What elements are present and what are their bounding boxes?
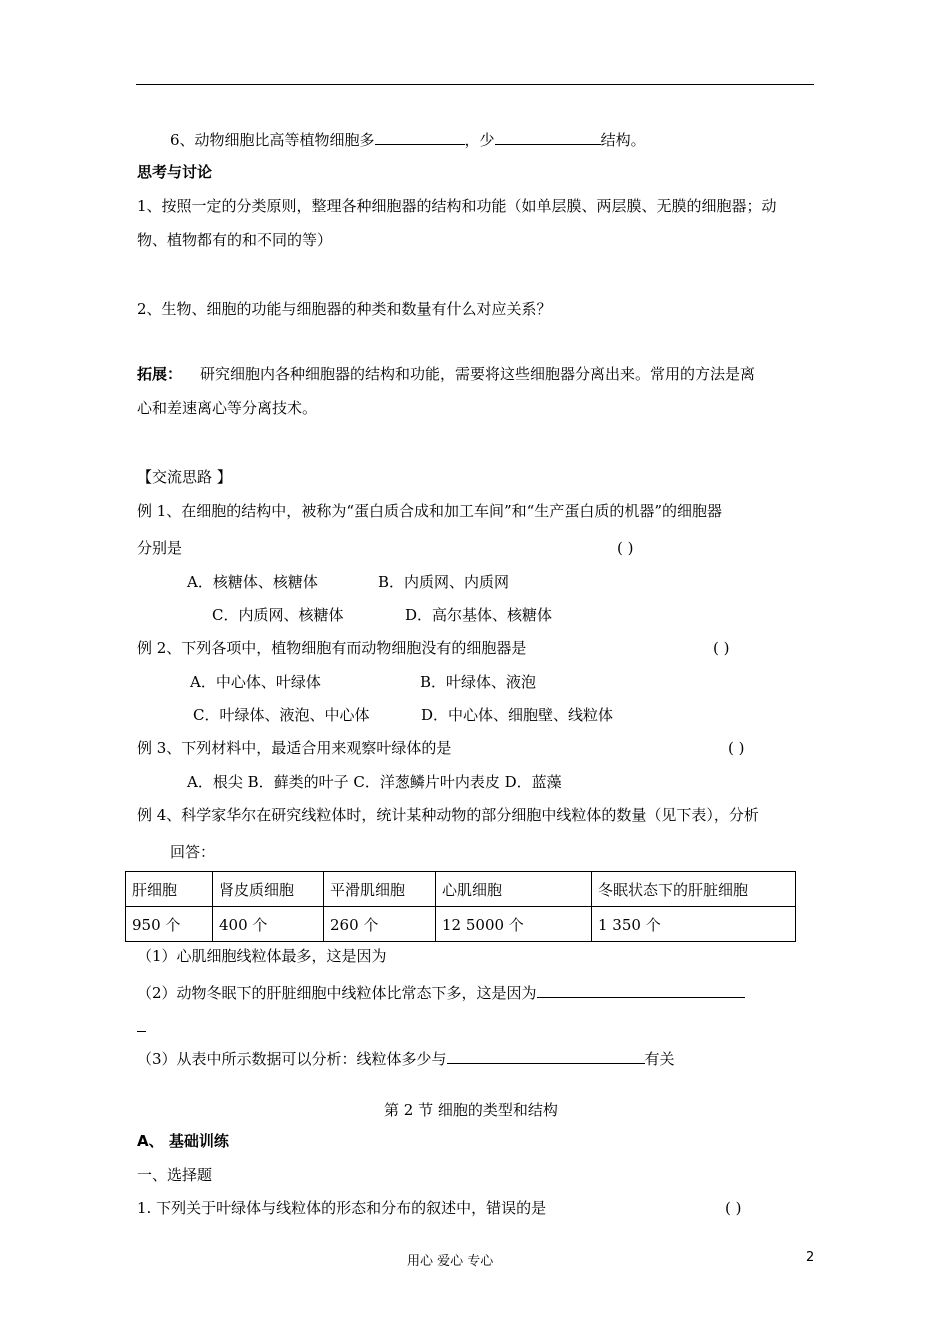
table-cell: 950 个 [126, 907, 213, 942]
table-cell: 260 个 [324, 907, 436, 942]
example1-stem-line2: 分别是 [137, 539, 183, 557]
table-cell: 1 350 个 [592, 907, 796, 942]
section-title: 第 2 节 细胞的类型和结构 [384, 1101, 558, 1119]
example2-option-b: B．叶绿体、液泡 [420, 673, 537, 691]
example1-option-c: C．内质网、核糖体 [212, 606, 344, 624]
section-subheading: A、 基础训练 [137, 1132, 229, 1150]
discussion-q1-line1: 1、按照一定的分类原则，整理各种细胞器的结构和功能（如单层膜、两层膜、无膜的细胞器；动 [137, 197, 777, 215]
example1-option-d: D．高尔基体、核糖体 [405, 606, 553, 624]
example1-stem-line1: 例 1、在细胞的结构中，被称为“蛋白质合成和加工车间”和“生产蛋白质的机器”的细胞器 [137, 502, 722, 520]
example4-sub3: （3）从表中所示数据可以分析：线粒体多少与 有关 [137, 1047, 675, 1069]
answer-blank[interactable] [375, 128, 465, 145]
discussion-heading: 思考与讨论 [137, 163, 213, 181]
extension-label: 拓展： [137, 365, 183, 383]
question-6: 6、动物细胞比高等植物细胞多 ，少 结构。 [170, 128, 646, 150]
footer-motto: 用心 爱心 专心 [407, 1254, 494, 1269]
example1-option-b: B．内质网、内质网 [378, 573, 510, 591]
table-cell: 400 个 [213, 907, 324, 942]
part-heading: 一、选择题 [137, 1166, 213, 1184]
mitochondria-count-table [125, 871, 796, 942]
answer-paren: ( ) [617, 539, 634, 557]
example4-sub2: （2）动物冬眠下的肝脏细胞中线粒体比常态下多，这是因为 [137, 981, 745, 1003]
table-header-cell: 肝细胞 [126, 872, 213, 907]
answer-paren: ( ) [713, 639, 730, 657]
extension-line2: 心和差速离心等分离技术。 [137, 399, 318, 417]
answer-paren: ( ) [725, 1199, 742, 1217]
extension-line1: 拓展： 研究细胞内各种细胞器的结构和功能，需要将这些细胞器分离出来。常用的方法是离 [137, 365, 756, 383]
section-question-1: 1. 下列关于叶绿体与线粒体的形态和分布的叙述中，错误的是 [137, 1199, 547, 1217]
example1-option-a: A．核糖体、核糖体 [187, 573, 318, 591]
example2-option-a: A．中心体、叶绿体 [190, 673, 321, 691]
table-row [126, 907, 796, 942]
example3-stem: 例 3、下列材料中，最适合用来观察叶绿体的是 [137, 739, 452, 757]
answer-blank[interactable] [447, 1047, 645, 1064]
example3-options: A．根尖 B．藓类的叶子 C．洋葱鳞片叶内表皮 D．蓝藻 [187, 773, 562, 791]
example4-sub2-continuation [137, 1015, 146, 1037]
example4-stem-line1: 例 4、科学家华尔在研究线粒体时，统计某种动物的部分细胞中线粒体的数量（见下表），分析 [137, 806, 759, 824]
table-cell: 12 5000 个 [436, 907, 592, 942]
example2-option-c: C．叶绿体、液泡、中心体 [193, 706, 370, 724]
answer-blank[interactable] [495, 128, 601, 145]
table-header-cell: 平滑肌细胞 [324, 872, 436, 907]
discussion-q2: 2、生物、细胞的功能与细胞器的种类和数量有什么对应关系？ [137, 300, 552, 318]
table-header-cell: 肾皮质细胞 [213, 872, 324, 907]
discussion-q1-line2: 物、植物都有的和不同的等） [137, 231, 333, 249]
answer-paren: ( ) [728, 739, 745, 757]
table-header-row [126, 872, 796, 907]
example4-stem-line2: 回答： [170, 843, 216, 861]
example4-sub1: （1）心肌细胞线粒体最多，这是因为 [137, 947, 387, 965]
page-number: 2 [806, 1250, 815, 1265]
answer-blank[interactable] [537, 981, 745, 998]
exchange-heading: 【交流思路 】 [137, 468, 232, 486]
header-rule [136, 84, 814, 85]
answer-blank[interactable] [137, 1015, 146, 1032]
example2-stem: 例 2、下列各项中，植物细胞有而动物细胞没有的细胞器是 [137, 639, 527, 657]
table-header-cell: 心肌细胞 [436, 872, 592, 907]
example2-option-d: D．中心体、细胞壁、线粒体 [421, 706, 614, 724]
table-header-cell: 冬眠状态下的肝脏细胞 [592, 872, 796, 907]
